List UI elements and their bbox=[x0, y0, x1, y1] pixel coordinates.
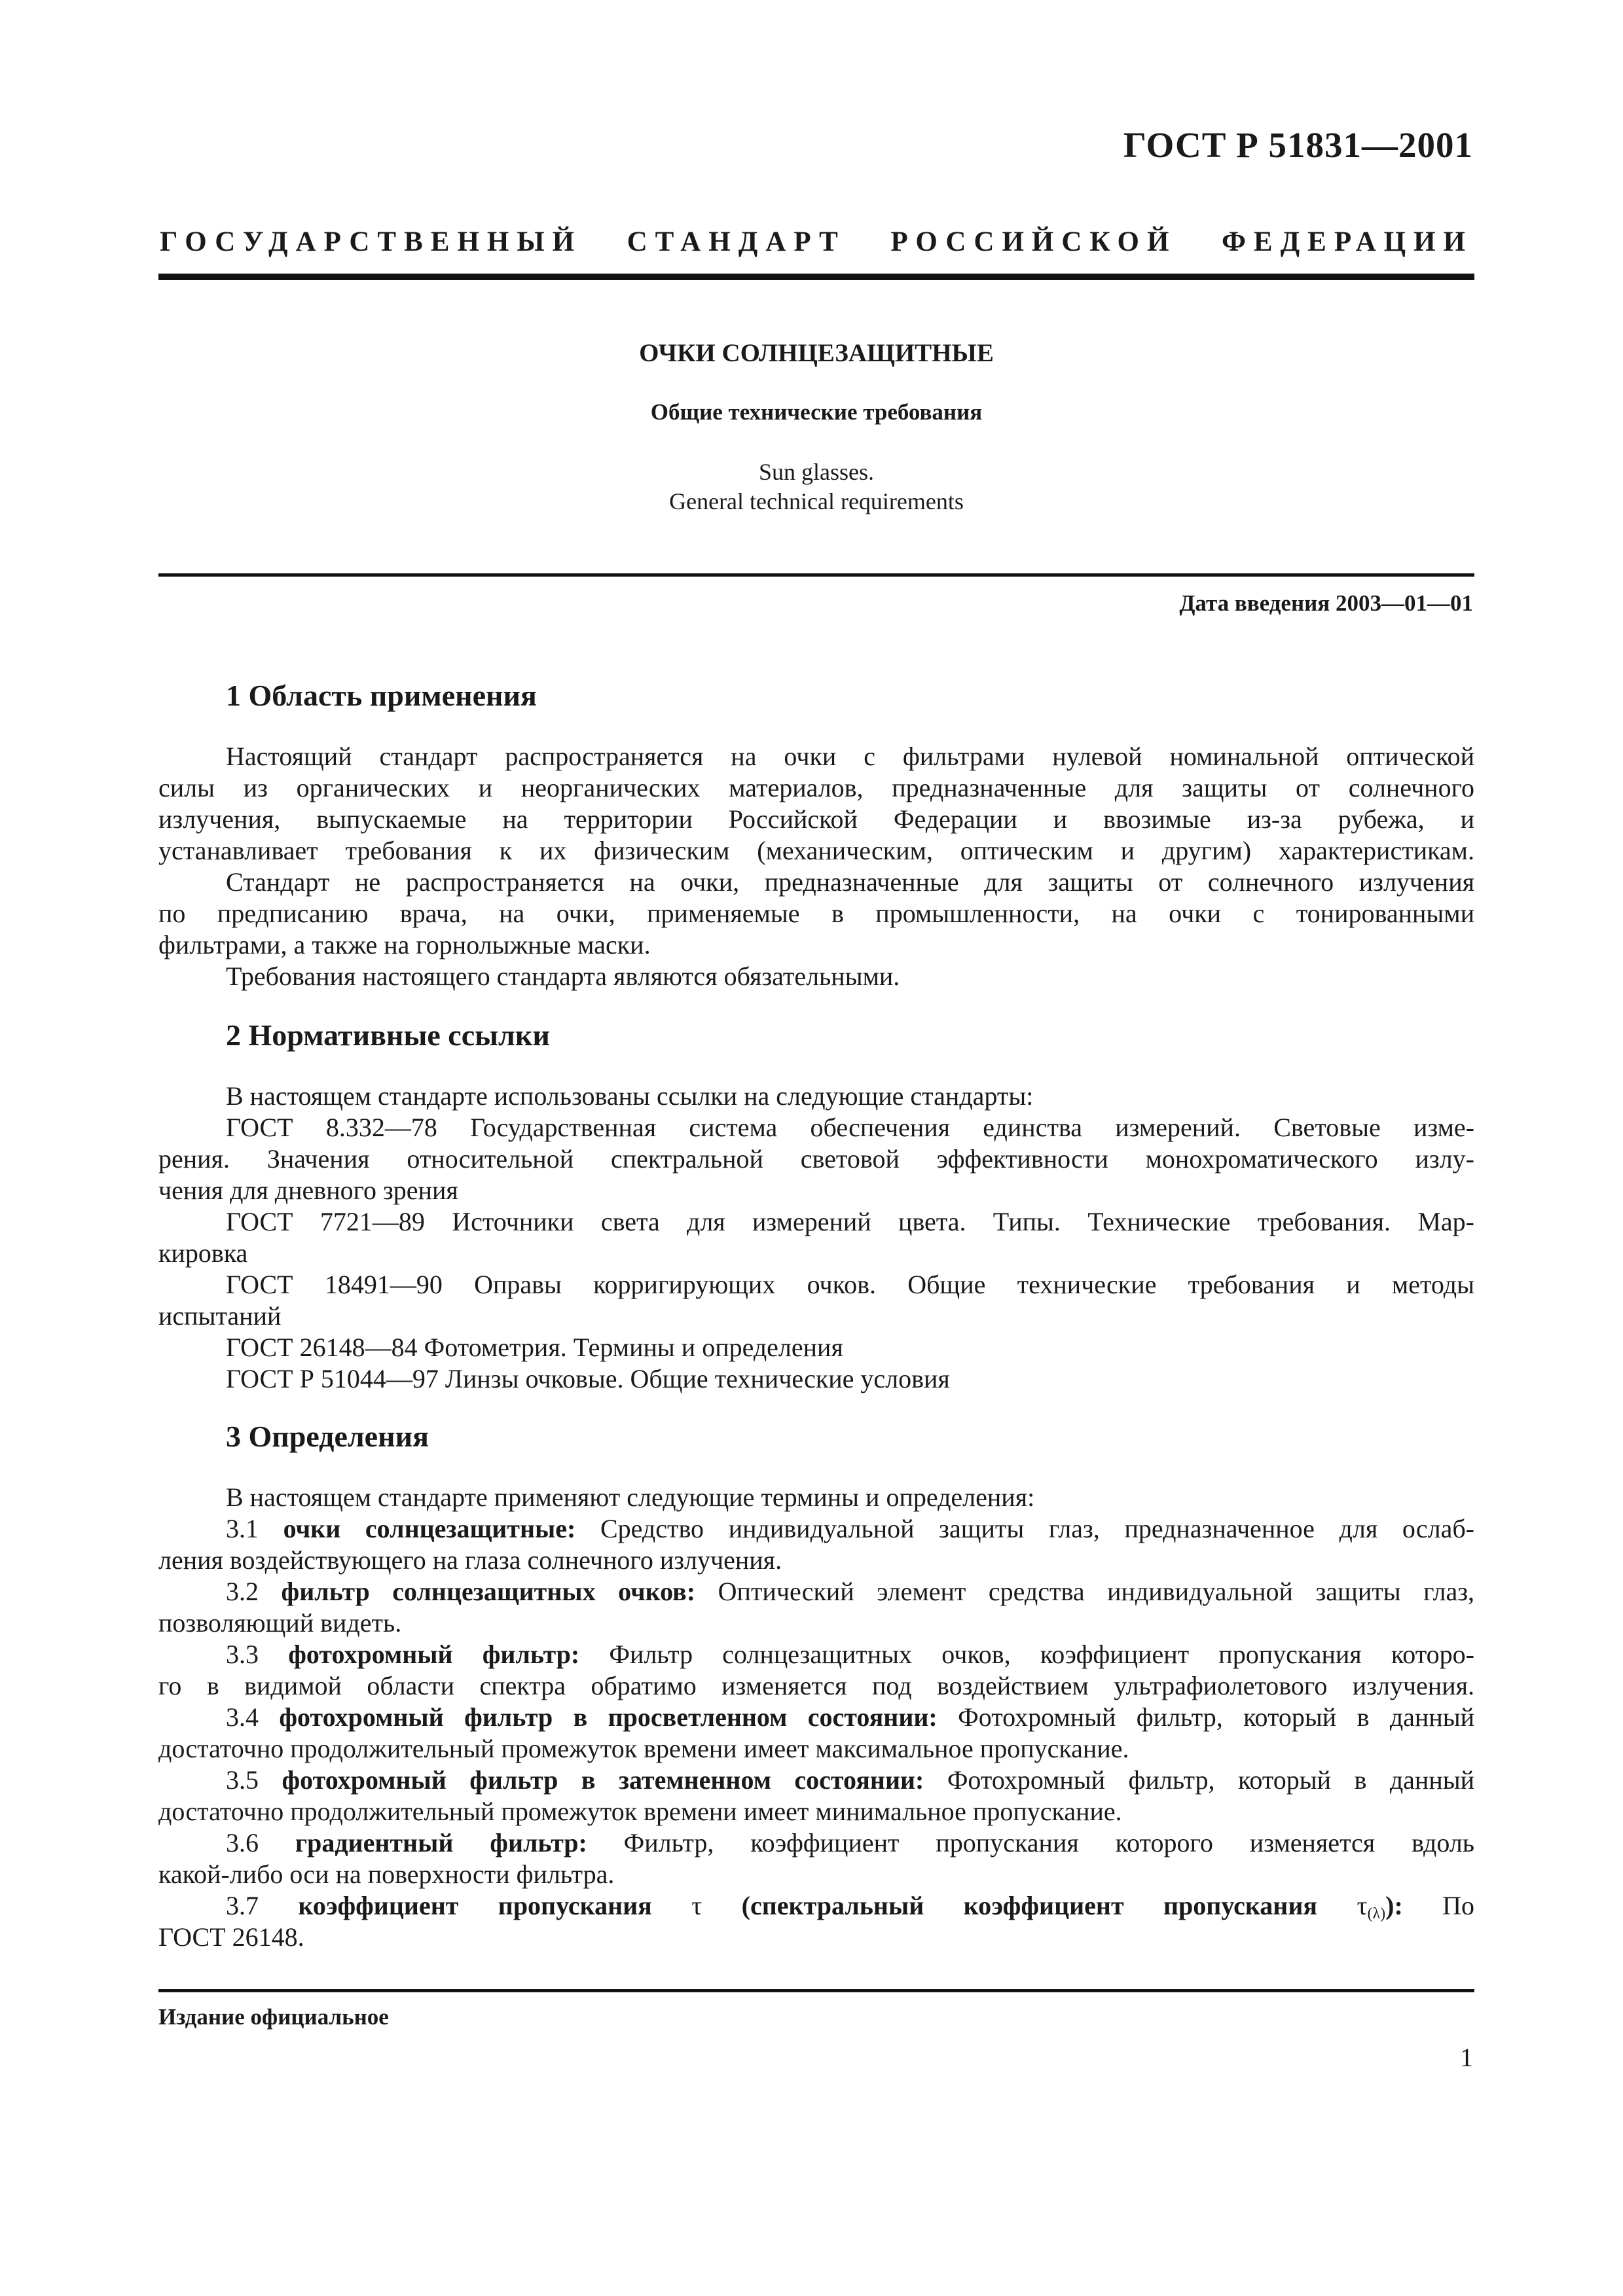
english-title-line-1: Sun glasses. bbox=[758, 459, 874, 485]
definition-term: фотохромный фильтр: bbox=[288, 1640, 580, 1669]
definition-3-5 bbox=[158, 1765, 1474, 1796]
footer-rule bbox=[158, 1989, 1474, 1992]
document-subtitle: Общие технические требования bbox=[650, 399, 983, 425]
section-3-heading: 3 Определения bbox=[226, 1420, 429, 1453]
definition-term: очки солнцезащитные: bbox=[283, 1514, 576, 1543]
section-1-heading: 1 Область применения bbox=[226, 679, 537, 712]
definition-continuation: достаточно продолжительный промежуток времени имеет минимальное пропускание. bbox=[158, 1797, 1122, 1826]
paragraph-line: Требования настоящего стандарта являются обязательными. bbox=[226, 961, 900, 991]
reference-line: рения. Значения относительной спектральной световой эффективности монохроматического излу- bbox=[158, 1144, 1474, 1174]
definition-continuation: ления воздействующего на глаза солнечного излучения. bbox=[158, 1545, 782, 1575]
reference-line: ГОСТ Р 51044—97 Линзы очковые. Общие технические условия bbox=[226, 1364, 950, 1393]
reference-line: ГОСТ 8.332—78 Государственная система обеспечения единства измерений. Световые изме- bbox=[226, 1113, 1474, 1142]
tau-symbol: τ bbox=[691, 1891, 702, 1920]
definition-3-2 bbox=[158, 1576, 1474, 1607]
page-number: 1 bbox=[1460, 2043, 1473, 2072]
definition-term: фильтр солнцезащитных очков: bbox=[281, 1577, 696, 1606]
header-rule bbox=[158, 274, 1474, 280]
definition-text: Фильтр солнцезащитных очков, коэффициент пропускания которо- bbox=[579, 1640, 1475, 1669]
state-standard-title: ГОСУДАРСТВЕННЫЙ СТАНДАРТ РОССИЙСКОЙ ФЕДЕРАЦИИ bbox=[160, 226, 1473, 257]
english-title-line-2: General technical requirements bbox=[669, 488, 964, 514]
definition-term: градиентный фильтр: bbox=[295, 1828, 587, 1857]
paragraph-line: излучения, выпускаемые на территории Российской Федерации и ввозимые из-за рубежа, и bbox=[158, 804, 1474, 834]
definition-number: 3.1 bbox=[226, 1514, 259, 1543]
definition-continuation: позволяющий видеть. bbox=[158, 1608, 402, 1638]
paragraph-line: В настоящем стандарте использованы ссылки на следующие стандарты: bbox=[226, 1081, 1034, 1111]
definition-text: Оптический элемент средства индивидуальной защиты глаз, bbox=[695, 1577, 1475, 1606]
paragraph-line: фильтрами, а также на горнолыжные маски. bbox=[158, 930, 651, 960]
paragraph-line: В настоящем стандарте применяют следующие термины и определения: bbox=[226, 1482, 1035, 1512]
definition-continuation: какой-либо оси на поверхности фильтра. bbox=[158, 1859, 615, 1889]
document-title: ОЧКИ СОЛНЦЕЗАЩИТНЫЕ bbox=[639, 339, 994, 367]
definition-text: Средство индивидуальной защиты глаз, предназначенное для ослаб- bbox=[575, 1514, 1474, 1543]
reference-line: испытаний bbox=[158, 1301, 282, 1331]
definition-number: 3.2 bbox=[226, 1577, 259, 1606]
definition-continuation: го в видимой области спектра обратимо изменяется под воздействием ультрафиолетового излучения. bbox=[158, 1671, 1474, 1700]
definition-continuation: достаточно продолжительный промежуток времени имеет максимальное пропускание. bbox=[158, 1734, 1129, 1763]
definition-3-3 bbox=[158, 1639, 1474, 1670]
paragraph-line: Стандарт не распространяется на очки, предназначенные для защиты от солнечного излучения bbox=[226, 867, 1474, 897]
paragraph-line: по предписанию врача, на очки, применяемые в промышленности, на очки с тонированными bbox=[158, 899, 1474, 928]
definition-text: По bbox=[1402, 1891, 1475, 1920]
official-edition-label: Издание официальное bbox=[158, 2004, 389, 2030]
definition-term: коэффициент пропускания bbox=[298, 1891, 652, 1920]
title-rule bbox=[158, 573, 1474, 577]
introduction-date: Дата введения 2003—01—01 bbox=[1179, 590, 1473, 616]
definition-number: 3.3 bbox=[226, 1640, 259, 1669]
definition-term: ): bbox=[1385, 1891, 1403, 1920]
definition-number: 3.5 bbox=[226, 1765, 259, 1795]
definition-text: Фильтр, коэффициент пропускания которого изменяется вдоль bbox=[587, 1828, 1474, 1857]
definition-text: Фотохромный фильтр, который в данный bbox=[937, 1702, 1475, 1732]
tau-symbol: τ bbox=[1357, 1891, 1368, 1920]
section-2-heading: 2 Нормативные ссылки bbox=[226, 1018, 550, 1052]
paragraph-line: силы из органических и неорганических материалов, предназначенные для защиты от солнечного bbox=[158, 773, 1474, 802]
definition-number: 3.6 bbox=[226, 1828, 259, 1857]
definition-number: 3.7 bbox=[226, 1891, 259, 1920]
definition-3-6 bbox=[158, 1827, 1474, 1859]
document-number: ГОСТ Р 51831—2001 bbox=[1123, 125, 1473, 165]
paragraph-line: устанавливает требования к их физическим (механическим, оптическим и другим) характеристикам. bbox=[158, 836, 1474, 865]
reference-line: ГОСТ 7721—89 Источники света для измерений цвета. Типы. Технические требования. Мар- bbox=[226, 1207, 1474, 1236]
definition-3-4 bbox=[158, 1702, 1474, 1733]
reference-line: ГОСТ 26148—84 Фотометрия. Термины и определения bbox=[226, 1333, 843, 1362]
reference-line: чения для дневного зрения bbox=[158, 1175, 458, 1205]
definition-text: Фотохромный фильтр, который в данный bbox=[924, 1765, 1475, 1795]
definition-continuation: ГОСТ 26148. bbox=[158, 1922, 304, 1952]
definition-3-7 bbox=[158, 1890, 1474, 1922]
definition-term: фотохромный фильтр в затемненном состоянии: bbox=[282, 1765, 924, 1795]
definition-3-1 bbox=[158, 1513, 1474, 1545]
definition-number: 3.4 bbox=[226, 1702, 259, 1732]
paragraph-line: Настоящий стандарт распространяется на очки с фильтрами нулевой номинальной оптической bbox=[226, 742, 1474, 771]
reference-line: кировка bbox=[158, 1238, 248, 1268]
definition-term: фотохромный фильтр в просветленном состоянии: bbox=[279, 1702, 938, 1732]
lambda-subscript: (λ) bbox=[1367, 1905, 1386, 1922]
reference-line: ГОСТ 18491—90 Оправы корригирующих очков. Общие технические требования и методы bbox=[226, 1270, 1474, 1299]
definition-term: (спектральный коэффициент пропускания bbox=[741, 1891, 1318, 1920]
